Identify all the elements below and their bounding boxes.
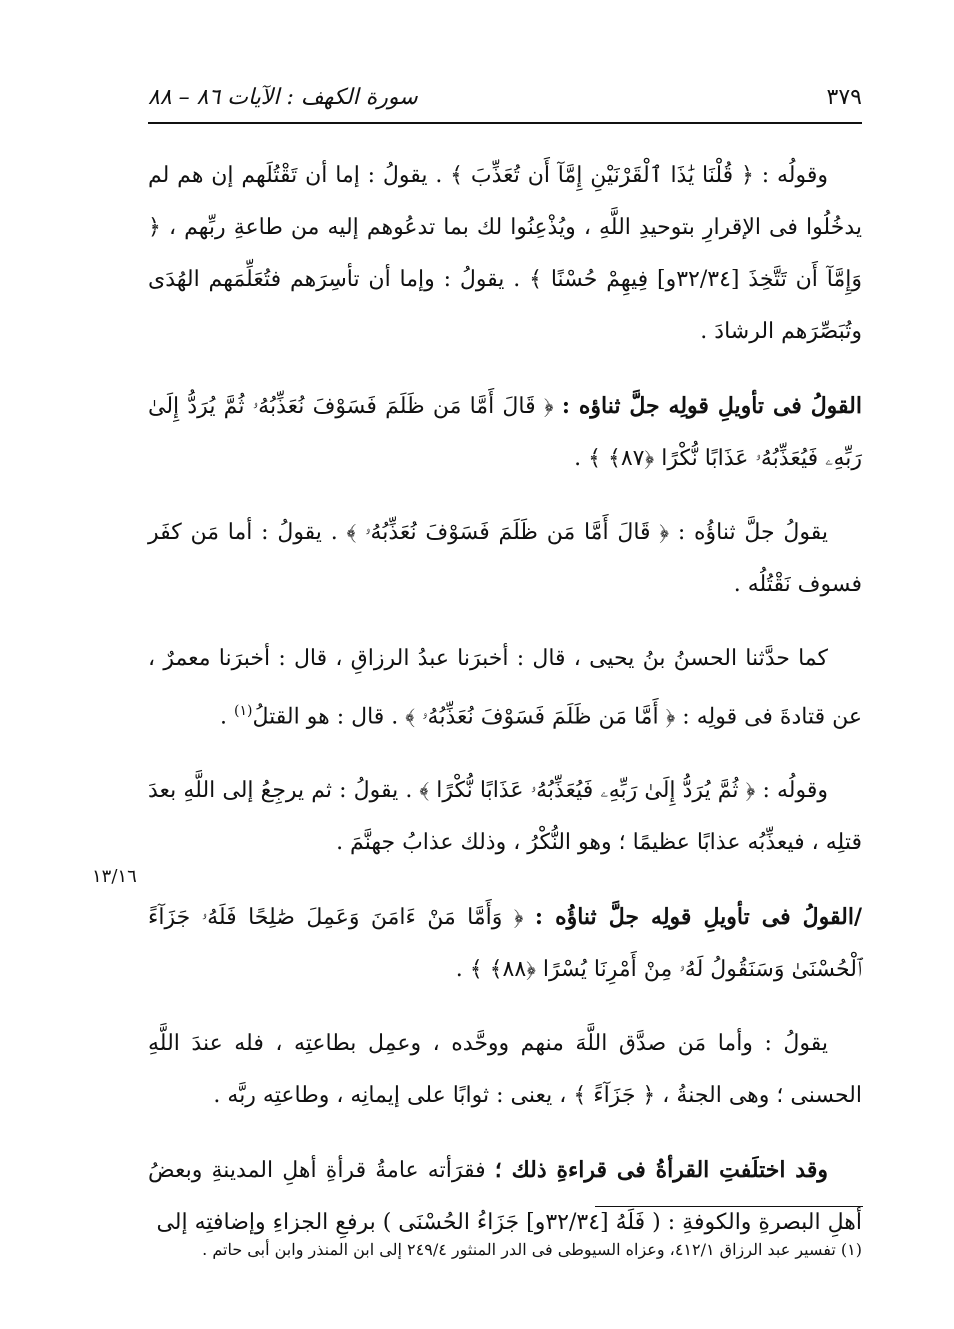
section-heading-87 [148,380,862,485]
running-title: سورة الكهف : الآيات ٨٦ – ٨٨ [148,84,418,110]
heading-verse: ﴿ قَالَ أَمَّا مَن ظَلَمَ فَسَوْفَ نُعَذِّبُهُۥ ثُمَّ يُرَدُّ إِلَىٰ رَبِّهِۦ فَيُعَذِّبُهُۥ عَذَابًا نُّكْرًا ﴿٨٧﴾ ﴾ . [148,394,862,471]
paragraph-6 [148,1144,862,1249]
readings-lead: وقد اختلَفتِ القرأةُ فى قراءةِ ذلك ؛ [494,1157,828,1184]
page-number: ٣٧٩ [826,84,862,110]
running-header [148,80,862,114]
header-rule [148,122,862,124]
heading-lead: /القولُ فى تأويلِ قولِه جلَّ ثناؤُه : [534,904,863,931]
paragraph-5: يقولُ : وأما مَن صدَّق اللَّهَ منهم ووحَّده ، وعمِل بطاعتِه ، فله عندَ اللَّهِ الحسنى ؛ وهى الجنةُ ، ﴿ جَزَآءً ﴾ ، يعنى : ثوابًا على إيمانِه ، وطاعتِه ربَّه . [148,1031,862,1109]
hadith-text: كما حدَّثنا الحسنُ بنُ يحيى ، قال : أخبرَنا عبدُ الرزاقِ ، قال : أخبرَنا معمرٌ ، عن قتادةَ فى قولِه : ﴿ أَمَّا مَن ظَلَمَ فَسَوْفَ نُعَذِّبُهُۥ ﴾ . قال : هو القتلُ [148,646,862,730]
footnote-1: (١) تفسير عبد الرزاق ٤١٢/١، وعزاه السيوطى فى الدر المنثور ٢٤٩/٤ إلى ابن المنذر وابن أبى حاتم . [202,1240,862,1259]
paragraph-2: يقولُ جلَّ ثناؤُه : ﴿ قَالَ أَمَّا مَن ظَلَمَ فَسَوْفَ نُعَذِّبُهُۥ ﴾ . يقولُ : أما مَن كفَر فسوف نَقْتُلُه . [148,520,862,597]
paragraph-3 [148,633,862,743]
heading-verse: ﴿ وَأَمَّا مَنْ ءَامَنَ وَعَمِلَ صَٰلِحًا فَلَهُۥ جَزَآءً ٱلْحُسْنَىٰ وَسَنَقُولُ لَهُۥ مِنْ أَمْرِنَا يُسْرًا ﴿٨٨﴾ ﴾ . [148,905,862,983]
section-heading-88 [148,891,862,996]
readings-text: فقرَأته عامةُ قرأةِ أهلِ المدينةِ وبعضُ أهلِ البصرةِ والكوفةِ : ( فَلَهُ [٣٢/٣٤و] جَزَاءُ الحُسْنَى ) برفعِ الجزاءِ وإضافتِه إلى [148,1158,862,1236]
paragraph-4: وقولُه : ﴿ ثُمَّ يُرَدُّ إِلَىٰ رَبِّهِۦ فَيُعَذِّبُهُۥ عَذَابًا نُّكْرًا ﴾ . يقولُ : ثم يرجِعُ إلى اللَّهِ بعدَ قتلِه ، فيعذِّبُه عذابًا عظيمًا ؛ وهو النُّكْرُ ، وذلك عذابُ جهنَّمَ . [148,778,862,856]
hadith-end: . [220,704,235,730]
footnote-rule [595,1206,863,1207]
margin-reference: ١٣/١٦ [92,866,137,887]
footnote-marker: (١) [234,703,253,719]
heading-lead: القولُ فى تأويلِ قولِه جلَّ ثناؤه : [561,393,862,419]
main-text [148,150,862,1271]
paragraph-1: وقولُه : ﴿ قُلْنَا يَٰذَا ٱلْقَرْنَيْنِ إِمَّآ أَن تُعَذِّبَ ﴾ . يقولُ : إما أن تَقْتُلَهم إن هم لم يدخُلُوا فى الإقرارِ بتوحيدِ اللَّهِ ، ويُذْعِنُوا لك بما تدعُوهم إليه من طاعةِ ربِّهم ، ﴿ وَإِمَّآ أَن تَتَّخِذَ [٣٢/٣٤و] فِيهِمْ حُسْنًا ﴾ . يقولُ : وإما أن تأسِرَهم فتُعَلِّمَهم الهُدَى وتُبَصِّرَهم الرشادَ . [148,163,862,344]
footnotes [148,1236,862,1264]
